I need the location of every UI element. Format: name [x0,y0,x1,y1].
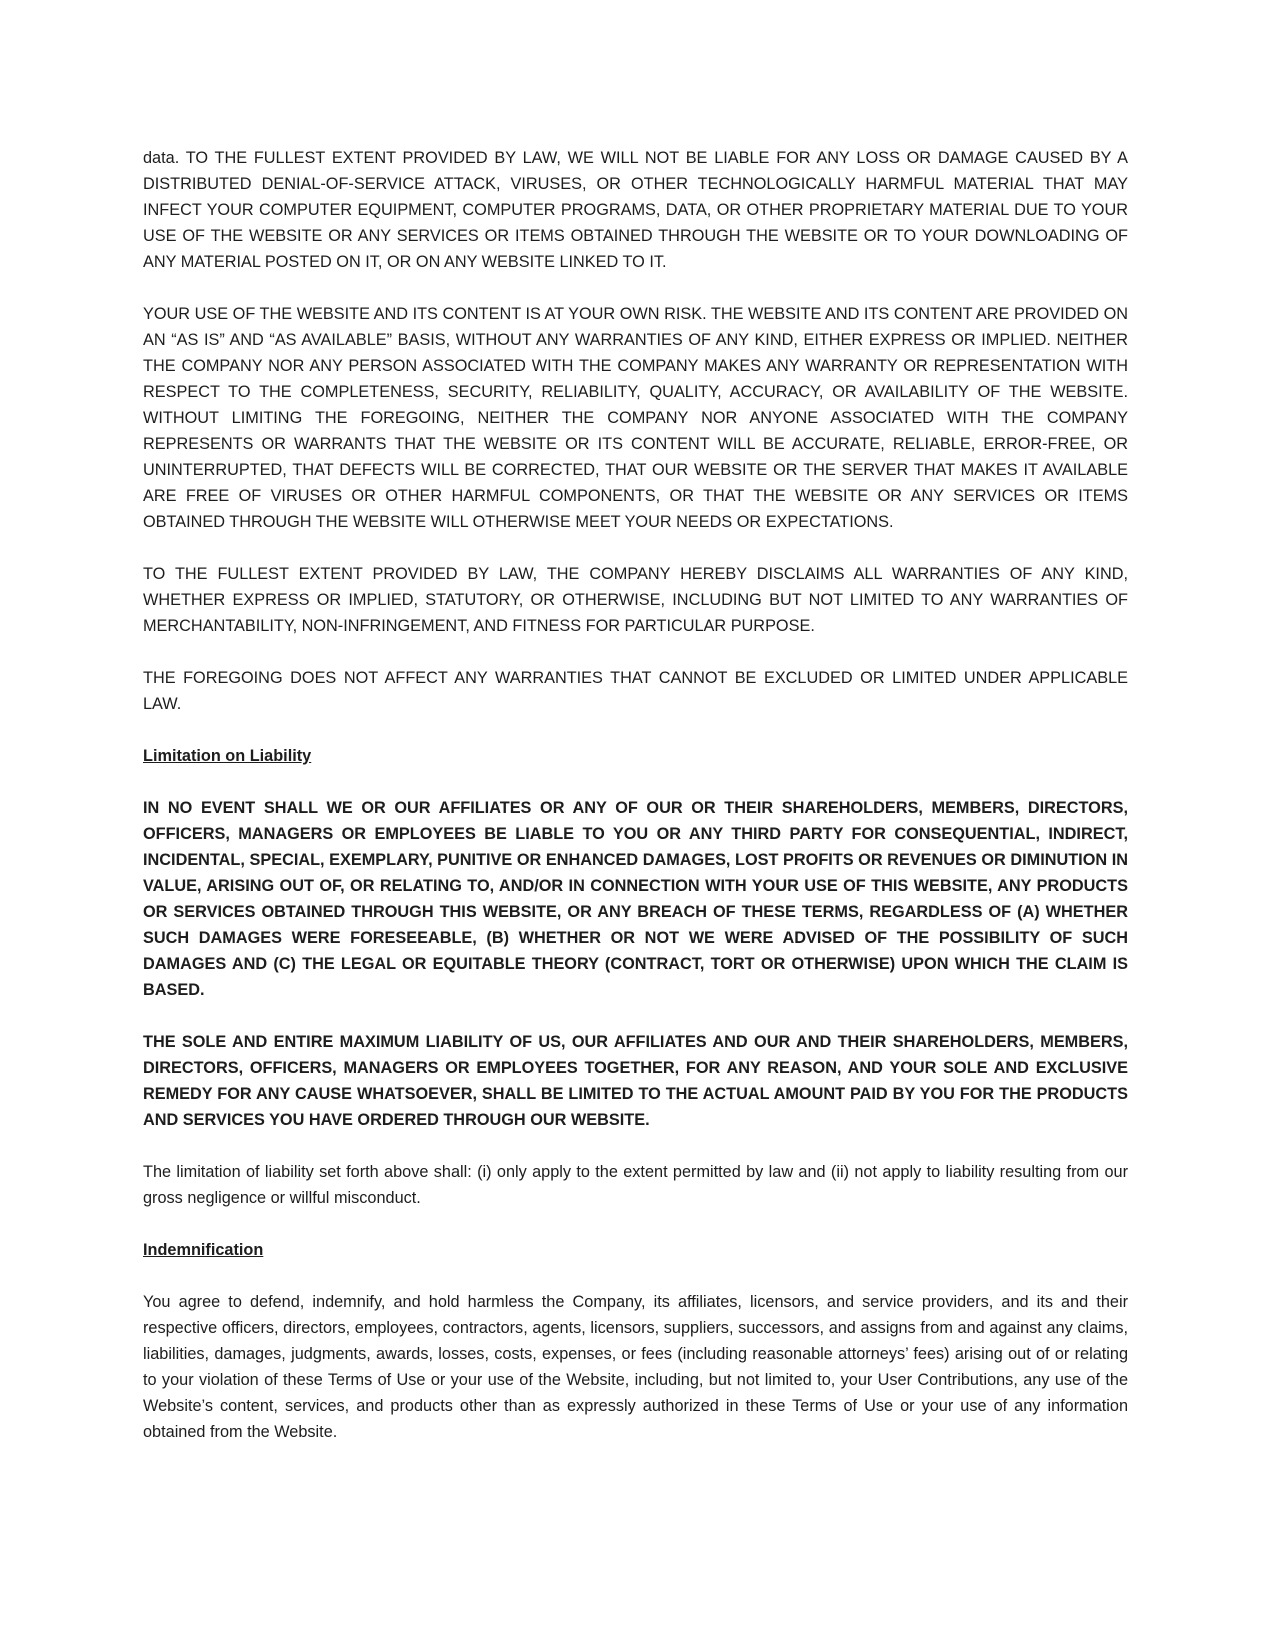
paragraph-limitation-exceptions: The limitation of liability set forth above shall: (i) only apply to the extent permitted by law and (ii) not apply to liability resulting from our gross negligence or willful misconduct. [143,1163,1128,1207]
paragraph-foregoing-applicable-law: THE FOREGOING DOES NOT AFFECT ANY WARRANTIES THAT CANNOT BE EXCLUDED OR LIMITED UNDER APPLICABLE LAW. [143,669,1128,713]
paragraph-statutory-warranty-disclaimer: TO THE FULLEST EXTENT PROVIDED BY LAW, THE COMPANY HEREBY DISCLAIMS ALL WARRANTIES OF ANY KIND, WHETHER EXPRESS OR IMPLIED, STATUTORY, OR OTHERWISE, INCLUDING BUT NOT LIMITED TO ANY WARRANTIES OF MERCHANTABILITY, NON-INFRINGEMENT, AND FITNESS FOR PARTICULAR PURPOSE. [143,565,1128,635]
paragraph-technological-harm-disclaimer: data. TO THE FULLEST EXTENT PROVIDED BY LAW, WE WILL NOT BE LIABLE FOR ANY LOSS OR DAMAGE CAUSED BY A DISTRIBUTED DENIAL-OF-SERVICE ATTACK, VIRUSES, OR OTHER TECHNOLOGICALLY HARMFUL MATERIAL THAT MAY INFECT YOUR COMPUTER EQUIPMENT, COMPUTER PROGRAMS, DATA, OR OTHER PROPRIETARY MATERIAL DUE TO YOUR USE OF THE WEBSITE OR ANY SERVICES OR ITEMS OBTAINED THROUGH THE WEBSITE OR TO YOUR DOWNLOADING OF ANY MATERIAL POSTED ON IT, OR ON ANY WEBSITE LINKED TO IT. [143,149,1128,271]
paragraph-indemnification-terms: You agree to defend, indemnify, and hold harmless the Company, its affiliates, licensors, and service providers, and its and their respective officers, directors, employees, contractors, agents, licensors, suppliers, successors, and assigns from and against any claims, liabilities, damages, judgments, awards, losses, costs, expenses, or fees (including reasonable attorneys’ fees) arising out of or relating to your violation of these Terms of Use or your use of the Website, including, but not limited to, your User Contributions, any use of the Website’s content, services, and products other than as expressly authorized in these Terms of Use or your use of any information obtained from the Website. [143,1293,1128,1441]
heading-limitation-on-liability: Limitation on Liability [143,747,312,765]
paragraph-no-liability-for-damages: IN NO EVENT SHALL WE OR OUR AFFILIATES OR ANY OF OUR OR THEIR SHAREHOLDERS, MEMBERS, DIRECTORS, OFFICERS, MANAGERS OR EMPLOYEES BE LIABLE TO YOU OR ANY THIRD PARTY FOR CONSEQUENTIAL, INDIRECT, INCIDENTAL, SPECIAL, EXEMPLARY, PUNITIVE OR ENHANCED DAMAGES, LOST PROFITS OR REVENUES OR DIMINUTION IN VALUE, ARISING OUT OF, OR RELATING TO, AND/OR IN CONNECTION WITH YOUR USE OF THIS WEBSITE, ANY PRODUCTS OR SERVICES OBTAINED THROUGH THIS WEBSITE, OR ANY BREACH OF THESE TERMS, REGARDLESS OF (A) WHETHER SUCH DAMAGES WERE FORESEEABLE, (B) WHETHER OR NOT WE WERE ADVISED OF THE POSSIBILITY OF SUCH DAMAGES AND (C) THE LEGAL OR EQUITABLE THEORY (CONTRACT, TORT OR OTHERWISE) UPON WHICH THE CLAIM IS BASED. [143,799,1128,999]
heading-indemnification: Indemnification [143,1241,264,1259]
paragraph-maximum-liability-cap: THE SOLE AND ENTIRE MAXIMUM LIABILITY OF US, OUR AFFILIATES AND OUR AND THEIR SHAREHOLDERS, MEMBERS, DIRECTORS, OFFICERS, MANAGERS OR EMPLOYEES TOGETHER, FOR ANY REASON, AND YOUR SOLE AND EXCLUSIVE REMEDY FOR ANY CAUSE WHATSOEVER, SHALL BE LIMITED TO THE ACTUAL AMOUNT PAID BY YOU FOR THE PRODUCTS AND SERVICES YOU HAVE ORDERED THROUGH OUR WEBSITE. [143,1033,1128,1129]
paragraph-as-is-warranty-disclaimer: YOUR USE OF THE WEBSITE AND ITS CONTENT IS AT YOUR OWN RISK. THE WEBSITE AND ITS CONTENT ARE PROVIDED ON AN “AS IS” AND “AS AVAILABLE” BASIS, WITHOUT ANY WARRANTIES OF ANY KIND, EITHER EXPRESS OR IMPLIED. NEITHER THE COMPANY NOR ANY PERSON ASSOCIATED WITH THE COMPANY MAKES ANY WARRANTY OR REPRESENTATION WITH RESPECT TO THE COMPLETENESS, SECURITY, RELIABILITY, QUALITY, ACCURACY, OR AVAILABILITY OF THE WEBSITE. WITHOUT LIMITING THE FOREGOING, NEITHER THE COMPANY NOR ANYONE ASSOCIATED WITH THE COMPANY REPRESENTS OR WARRANTS THAT THE WEBSITE OR ITS CONTENT WILL BE ACCURATE, RELIABLE, ERROR-FREE, OR UNINTERRUPTED, THAT DEFECTS WILL BE CORRECTED, THAT OUR WEBSITE OR THE SERVER THAT MAKES IT AVAILABLE ARE FREE OF VIRUSES OR OTHER HARMFUL COMPONENTS, OR THAT THE WEBSITE OR ANY SERVICES OR ITEMS OBTAINED THROUGH THE WEBSITE WILL OTHERWISE MEET YOUR NEEDS OR EXPECTATIONS. [143,305,1128,531]
